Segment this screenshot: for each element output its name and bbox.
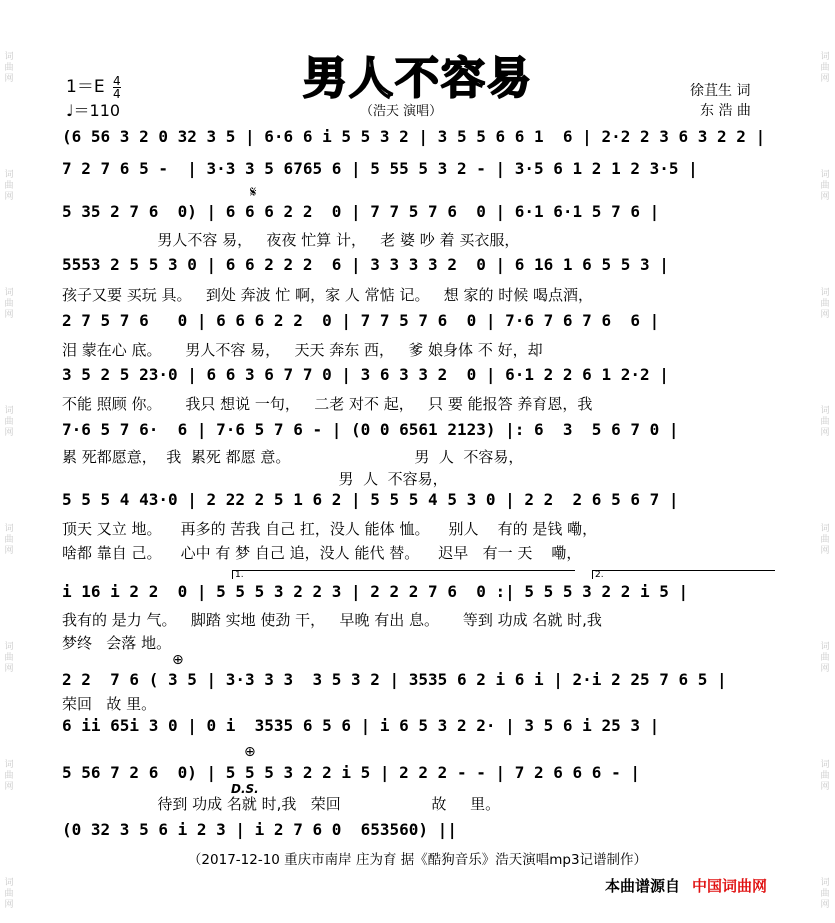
watermark-text: 词曲网	[4, 288, 14, 320]
volta-second-ending: 2.	[592, 570, 775, 579]
key-label: 1＝E	[66, 77, 105, 97]
notation-row: 7·6 5 7 6· 6 | 7·6 5 7 6 - | (0 0 6561 2123) |: 6 3 5 6 7 0 |	[62, 420, 679, 439]
lyric-line: 荣回 故 里。	[62, 695, 157, 713]
lyric-line: 啥都 靠自 己。 心中 有 梦 自己 追，没人 能代 替。 迟早 有一 天 嘞，	[62, 544, 582, 562]
lyric-line: 累 死都愿意， 我 累死 都愿 意。 男 人 不容易，	[62, 448, 524, 466]
watermark-left	[2, 0, 16, 923]
watermark-text: 词曲网	[4, 760, 14, 792]
singer-label: （浩天 演唱）	[360, 104, 443, 119]
notation-row: 5 35 2 7 6 0) | 6 6 6 2 2 0 | 7 7 5 7 6 0 | 6·1 6·1 5 7 6 |	[62, 202, 660, 221]
notation-row: 5 56 7 2 6 0) | 5 5 5 3 2 2 i 5 | 2 2 2 - - | 7 2 6 6 6 - |	[62, 763, 640, 782]
lyric-line: 梦终 会落 地。	[62, 634, 172, 652]
lyric-line: 男 人 不容易，	[62, 470, 448, 488]
lyricist-credit: 徐苴生 词	[690, 83, 751, 99]
lyric-line: 泪 蒙在心 底。 男人不容 易， 天天 奔东 西， 爹 娘身体 不 好，却	[62, 341, 543, 359]
watermark-text: 词曲网	[4, 878, 14, 910]
coda-sign-2: ⊕	[244, 744, 256, 760]
key-signature	[66, 72, 121, 100]
watermark-text: 词曲网	[820, 406, 830, 438]
segno-sign: 𝄋	[250, 183, 257, 201]
lyric-line: 男人不容 易， 夜夜 忙算 计， 老 婆 吵 着 买衣服，	[62, 231, 520, 249]
time-numerator: 4	[112, 73, 121, 88]
watermark-text: 词曲网	[820, 642, 830, 674]
composer-credit: 东 浩 曲	[700, 103, 751, 119]
watermark-text: 词曲网	[820, 288, 830, 320]
watermark-text: 词曲网	[4, 170, 14, 202]
lyric-line: 我有的 是力 气。 脚踏 实地 使劲 干， 早晚 有出 息。 等到 功成 名就 时,我	[62, 611, 602, 629]
time-denominator: 4	[112, 86, 121, 101]
watermark-text: 词曲网	[4, 406, 14, 438]
time-signature	[113, 75, 121, 100]
notation-row: 5 5 5 4 43·0 | 2 22 2 5 1 6 2 | 5 5 5 4 5 3 0 | 2 2 2 6 5 6 7 |	[62, 490, 679, 509]
watermark-text: 词曲网	[820, 878, 830, 910]
notation-row: i 16 i 2 2 0 | 5 5 5 3 2 2 3 | 2 2 2 7 6 0 :| 5 5 5 3 2 2 i 5 |	[62, 582, 689, 601]
volta-first-ending: 1.	[232, 570, 575, 579]
notation-row: 6 ii 65i 3 0 | 0 i 3535 6 5 6 | i 6 5 3 2 2· | 3 5 6 i 25 3 |	[62, 716, 660, 735]
watermark-text: 词曲网	[4, 524, 14, 556]
source-credit	[605, 875, 767, 896]
notation-row: 3 5 2 5 23·0 | 6 6 3 6 7 7 0 | 3 6 3 3 2 0 | 6·1 2 2 6 1 2·2 |	[62, 365, 669, 384]
notation-row: (0 32 3 5 6 i 2 3 | i 2 7 6 0 653560) ||	[62, 820, 457, 839]
watermark-text: 词曲网	[4, 52, 14, 84]
source-brand: 中国词曲网	[692, 877, 768, 895]
notation-row: 5553 2 5 5 3 0 | 6 6 2 2 2 6 | 3 3 3 3 2 0 | 6 16 1 6 5 5 3 |	[62, 255, 669, 274]
watermark-text: 词曲网	[820, 760, 830, 792]
tempo-marking: ♩＝110	[66, 101, 121, 120]
notation-row: 2 2 7 6 ( 3 5 | 3·3 3 3 3 5 3 2 | 3535 6 2 i 6 i | 2·i 2 25 7 6 5 |	[62, 670, 727, 689]
notation-row: 7 2 7 6 5 - | 3·3 3 5 6765 6 | 5 55 5 3 2 - | 3·5 6 1 2 1 2 3·5 |	[62, 159, 698, 178]
watermark-text: 词曲网	[4, 642, 14, 674]
watermark-text: 词曲网	[820, 52, 830, 84]
coda-sign-1: ⊕	[172, 652, 184, 668]
notation-row: (6 56 3 2 0 32 3 5 | 6·6 6 i 5 5 3 2 | 3 5 5 6 6 1 6 | 2·2 2 3 6 3 2 2 |	[62, 127, 766, 146]
watermark-text: 词曲网	[820, 170, 830, 202]
lyric-line: 不能 照顾 你。 我只 想说 一句， 二老 对不 起， 只 要 能报答 养育恩，我	[62, 395, 593, 413]
notation-row: 2 7 5 7 6 0 | 6 6 6 2 2 0 | 7 7 5 7 6 0 | 7·6 7 6 7 6 6 |	[62, 311, 660, 330]
transcription-note: （2017-12-10 重庆市南岸 庄为育 据《酷狗音乐》浩天演唱mp3记谱制作）	[187, 852, 648, 868]
watermark-text: 词曲网	[820, 524, 830, 556]
lyric-line: 孩子又要 买玩 具。 到处 奔波 忙 啊，家 人 常惦 记。 想 家的 时候 喝点酒，	[62, 286, 594, 304]
song-title: 男人不容易	[303, 53, 533, 104]
watermark-right	[818, 0, 832, 923]
lyric-line: 待到 功成 名就 时,我 荣回 故 里。	[62, 795, 501, 813]
ds-marking: D.S.	[231, 782, 259, 796]
source-label: 本曲谱源自	[605, 877, 681, 895]
lyric-line: 顶天 又立 地。 再多的 苦我 自己 扛，没人 能体 恤。 别人 有的 是钱 嘞，	[62, 520, 598, 538]
